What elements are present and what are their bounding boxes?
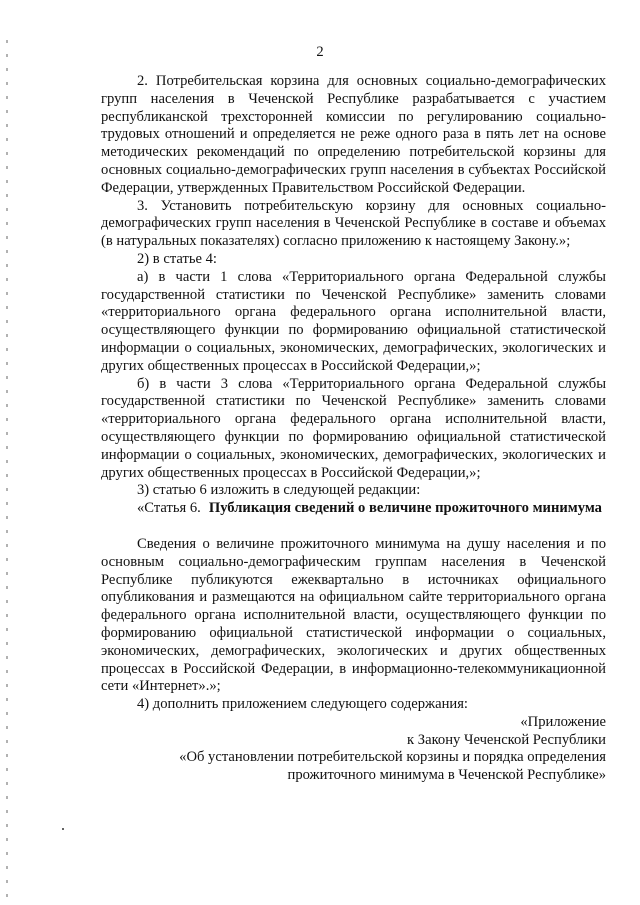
scan-speck — [62, 828, 64, 830]
paragraph-appendix-intro: 4) дополнить приложением следующего содержания: — [137, 696, 468, 713]
document-body — [101, 73, 606, 785]
article-number: «Статья 6. — [137, 500, 201, 517]
paragraph-item-2-basket: 2. Потребительская корзина для основных социально-демографических групп населения в Чеченской Республике разрабатывается с участием республиканской трехсторонней комиссии по регулированию социально-трудовых отношений и определяется не реже одного раза в пять лет на основе методических рекомендаций по определению потребительской корзины для основных социально-демографических групп населения в субъектах Российской Федерации, утвержденных Правительством Российской Федерации. — [101, 73, 606, 196]
article-title: Публикация сведений о величине прожиточного минимума — [208, 500, 602, 517]
scan-edge-marks — [6, 40, 8, 900]
appendix-line: прожиточного минимума в Чеченской Республике» — [287, 767, 606, 784]
paragraph-part-3-amendment: б) в части 3 слова «Территориального органа Федеральной службы государственной статистики по Чеченской Республике» заменить словами «территориального органа федерального органа исполнительной власти, осуществляющего функции по формированию официальной статистической информации о социальных, экономических, демографических, экологических и других общественных процессах в Российской Федерации,»; — [101, 375, 606, 481]
paragraph-publication-info: Сведения о величине прожиточного минимума на душу населения и по основным социально-демографическим группам населения в Чеченской Республике публикуются ежеквартально в источниках официального опубликования и размещаются на официальном сайте территориального органа федерального органа исполнительной власти, осуществляющего функции по формированию официальной статистической информации о социальных, экономических, демографических, экологических и других общественных процессах в Российской Федерации, в информационно-телекоммуникационной сети «Интернет».»; — [101, 535, 606, 695]
article-heading — [101, 500, 606, 518]
appendix-header — [101, 714, 606, 785]
paragraph-article-6-intro: 3) статью 6 изложить в следующей редакции: — [137, 482, 421, 499]
appendix-line: к Закону Чеченской Республики — [407, 731, 606, 748]
appendix-line: «Приложение — [520, 713, 606, 730]
page-number: 2 — [316, 44, 324, 60]
paragraph-part-1-amendment: а) в части 1 слова «Территориального органа Федеральной службы государственной статистики по Чеченской Республике» заменить словами «территориального органа федерального органа исполнительной власти, осуществляющего функции по формированию официальной статистической информации о социальных, экономических, демографических, экологических и других общественных процессах в Российской Федерации,»; — [101, 268, 606, 374]
paragraph-item-3-establish: 3. Установить потребительскую корзину для основных социально-демографических групп населения в Чеченской Республике в составе и объемах (в натуральных показателях) согласно приложению к настоящему Закону.»; — [101, 197, 606, 250]
spacer — [101, 518, 606, 536]
paragraph-article-4-intro: 2) в статье 4: — [137, 250, 217, 267]
appendix-line: «Об установлении потребительской корзины и порядка определения — [179, 749, 606, 766]
